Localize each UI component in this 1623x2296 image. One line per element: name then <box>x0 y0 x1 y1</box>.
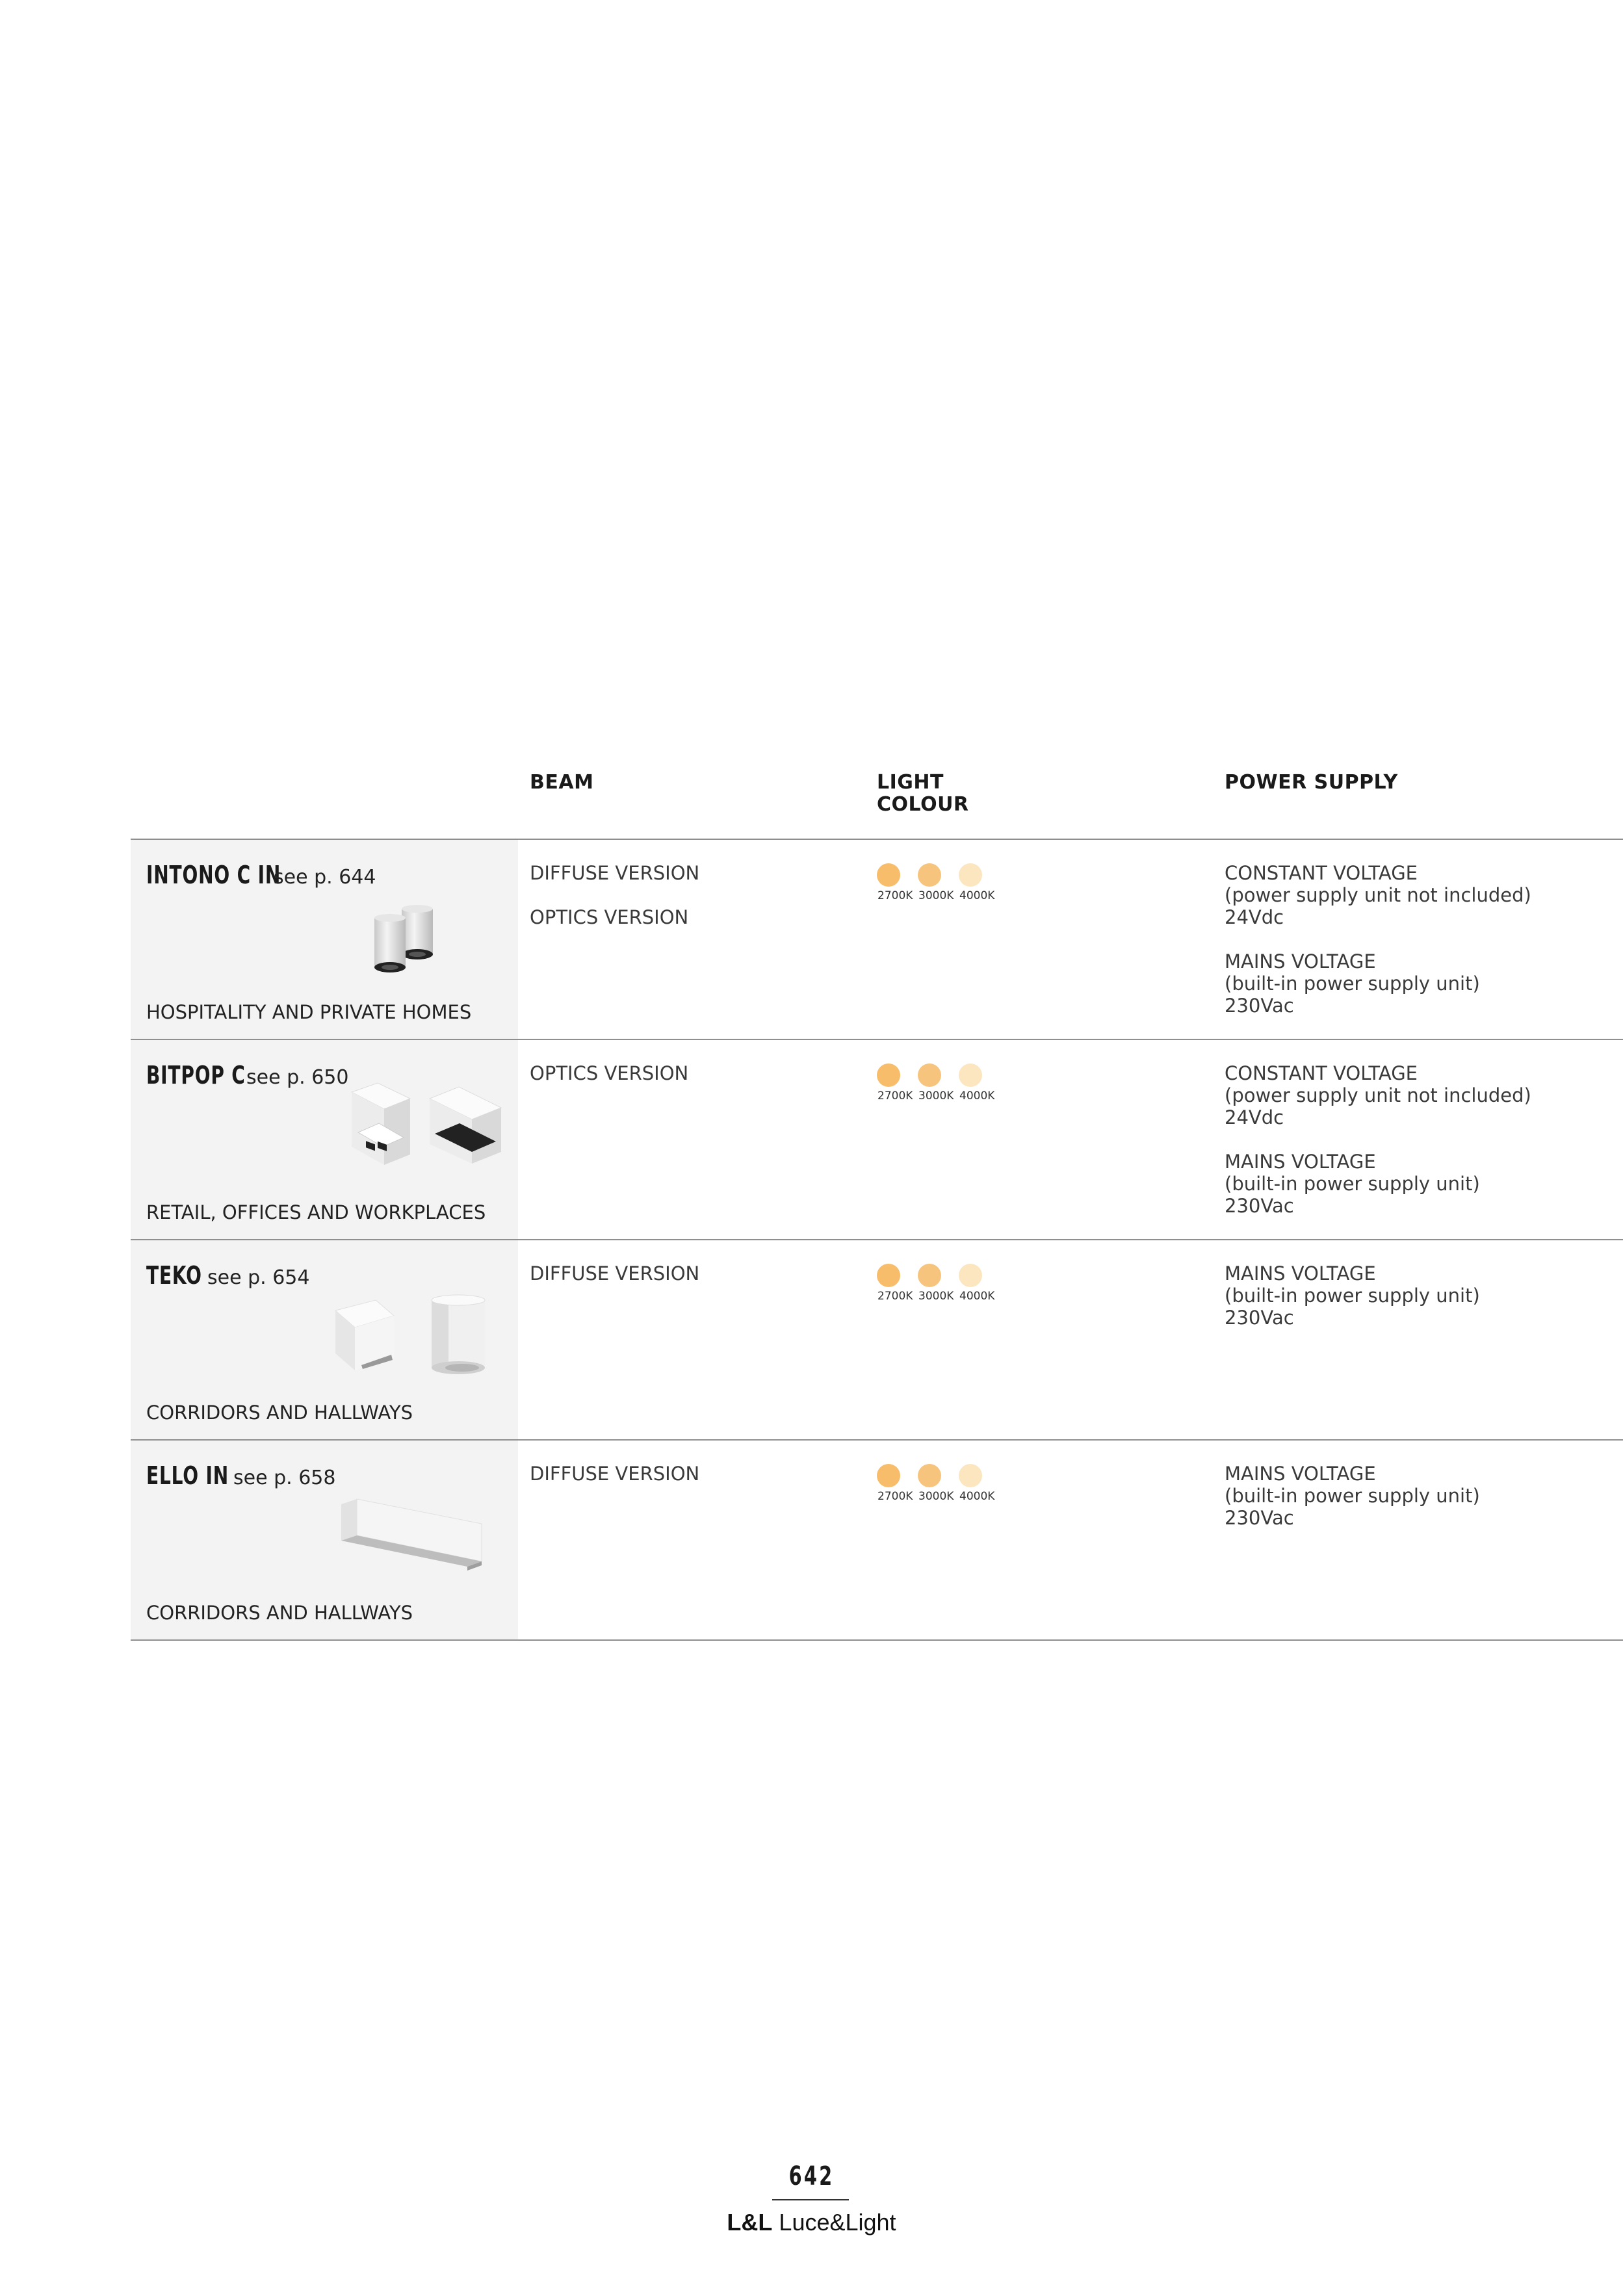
power-value: 24Vdc <box>1225 1106 1284 1128</box>
colour-label: 2700K <box>877 1490 913 1503</box>
colour-label: 4000K <box>959 1089 995 1102</box>
power-title: CONSTANT VOLTAGE <box>1225 1062 1418 1084</box>
power-supply-cell <box>1225 862 1531 1039</box>
power-note: (power supply unit not included) <box>1225 884 1531 906</box>
colour-dot-3000k <box>918 1464 941 1487</box>
power-value: 230Vac <box>1225 1307 1294 1329</box>
colour-dot-2700k <box>877 1063 900 1087</box>
power-title: MAINS VOLTAGE <box>1225 1151 1376 1173</box>
product-cell <box>131 840 518 1039</box>
beam-option: DIFFUSE VERSION <box>530 1262 700 1285</box>
colour-dot-2700k <box>877 1264 900 1287</box>
colour-dot-3000k <box>918 1264 941 1287</box>
power-note: (built-in power supply unit) <box>1225 1485 1480 1507</box>
beam-option: DIFFUSE VERSION <box>530 1463 700 1485</box>
application-label: RETAIL, OFFICES AND WORKPLACES <box>146 1201 486 1223</box>
colour-label: 2700K <box>877 889 913 902</box>
product-comparison-table <box>131 764 1623 1641</box>
table-row <box>131 840 1623 1040</box>
table-header <box>131 764 1623 840</box>
beam-cell <box>530 1262 699 1307</box>
power-supply-cell <box>1225 1262 1480 1351</box>
product-cell <box>131 1240 518 1439</box>
colour-label: 2700K <box>877 1089 913 1102</box>
product-name: BITPOP C <box>146 1061 246 1089</box>
colour-dot-4000k <box>959 1063 982 1087</box>
table-row <box>131 1040 1623 1240</box>
header-power-supply: POWER SUPPLY <box>1225 771 1398 794</box>
power-supply-cell <box>1225 1463 1480 1551</box>
header-light-colour: LIGHT COLOUR <box>877 771 969 816</box>
product-image-bitpop <box>339 1079 508 1170</box>
colour-dot-2700k <box>877 1464 900 1487</box>
product-image-ello <box>337 1498 487 1582</box>
colour-label: 3000K <box>918 1490 954 1503</box>
colour-label: 4000K <box>959 1290 995 1303</box>
beam-option: OPTICS VERSION <box>530 906 689 928</box>
colour-label: 3000K <box>918 889 954 902</box>
power-value: 230Vac <box>1225 1195 1294 1217</box>
power-note: (built-in power supply unit) <box>1225 1173 1480 1195</box>
beam-cell <box>530 1062 688 1106</box>
power-title: MAINS VOLTAGE <box>1225 1262 1376 1285</box>
power-value: 230Vac <box>1225 1507 1294 1529</box>
power-note: (power supply unit not included) <box>1225 1084 1531 1106</box>
colour-dot-3000k <box>918 1063 941 1087</box>
product-cell <box>131 1441 518 1639</box>
product-image-teko <box>329 1287 498 1385</box>
colour-dot-4000k <box>959 1264 982 1287</box>
brand-name: Luce&Light <box>779 2209 896 2236</box>
brand-bold: L&L <box>727 2209 773 2236</box>
product-image-intono <box>368 904 446 988</box>
page-reference: see p. 650 <box>246 1066 349 1089</box>
colour-dot-3000k <box>918 863 941 887</box>
brand-footer <box>0 2209 1623 2236</box>
colour-dot-2700k <box>877 863 900 887</box>
power-title: CONSTANT VOLTAGE <box>1225 862 1418 884</box>
colour-label: 4000K <box>959 889 995 902</box>
colour-label: 3000K <box>918 1290 954 1303</box>
power-value: 230Vac <box>1225 995 1294 1017</box>
power-value: 24Vdc <box>1225 906 1284 928</box>
power-title: MAINS VOLTAGE <box>1225 1463 1376 1485</box>
product-cell <box>131 1040 518 1239</box>
colour-label: 2700K <box>877 1290 913 1303</box>
table-row <box>131 1240 1623 1441</box>
page-number: 642 <box>788 2161 835 2191</box>
footer-divider <box>772 2199 849 2200</box>
beam-option: DIFFUSE VERSION <box>530 862 700 884</box>
power-supply-cell <box>1225 1062 1531 1239</box>
colour-dot-4000k <box>959 863 982 887</box>
beam-cell <box>530 1463 699 1507</box>
header-beam: BEAM <box>530 771 594 794</box>
product-name: TEKO <box>146 1261 202 1290</box>
power-title: MAINS VOLTAGE <box>1225 950 1376 972</box>
power-note: (built-in power supply unit) <box>1225 972 1480 995</box>
product-name: ELLO IN <box>146 1461 229 1490</box>
beam-option: OPTICS VERSION <box>530 1062 689 1084</box>
application-label: HOSPITALITY AND PRIVATE HOMES <box>146 1001 472 1023</box>
page-reference: see p. 644 <box>274 866 376 889</box>
page-reference: see p. 654 <box>207 1266 310 1289</box>
power-note: (built-in power supply unit) <box>1225 1285 1480 1307</box>
colour-dot-4000k <box>959 1464 982 1487</box>
page-reference: see p. 658 <box>233 1467 336 1489</box>
table-row <box>131 1441 1623 1641</box>
application-label: CORRIDORS AND HALLWAYS <box>146 1402 413 1424</box>
colour-label: 4000K <box>959 1490 995 1503</box>
application-label: CORRIDORS AND HALLWAYS <box>146 1602 413 1624</box>
product-name: INTONO C IN <box>146 861 281 889</box>
beam-cell <box>530 862 699 950</box>
colour-label: 3000K <box>918 1089 954 1102</box>
